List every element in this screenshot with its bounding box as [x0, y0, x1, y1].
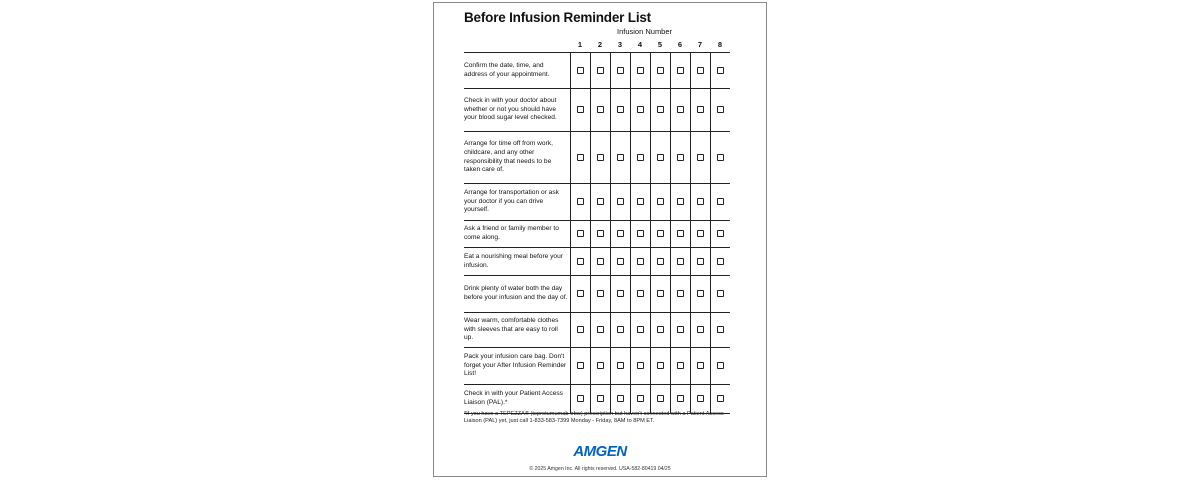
checkbox[interactable]	[617, 362, 624, 369]
task-label: Drink plenty of water both the day before your infusion and the day of.	[464, 276, 570, 313]
checkbox[interactable]	[657, 362, 664, 369]
task-label: Ask a friend or family member to come along.	[464, 221, 570, 248]
checkbox-cell	[710, 221, 730, 248]
checkbox-cell	[650, 276, 670, 313]
checkbox-cell	[670, 184, 690, 221]
checkbox[interactable]	[697, 106, 704, 113]
checkbox-cell	[670, 89, 690, 132]
checkbox[interactable]	[657, 230, 664, 237]
checkbox[interactable]	[657, 258, 664, 265]
checkbox[interactable]	[617, 106, 624, 113]
checkbox[interactable]	[657, 67, 664, 74]
checkbox[interactable]	[657, 198, 664, 205]
checkbox[interactable]	[617, 290, 624, 297]
checkbox[interactable]	[637, 395, 644, 402]
checkbox[interactable]	[617, 258, 624, 265]
checkbox[interactable]	[717, 154, 724, 161]
checkbox-cell	[610, 89, 630, 132]
task-row	[464, 348, 730, 385]
checkbox-cell	[630, 276, 650, 313]
copyright-notice: © 2025 Amgen Inc. All rights reserved. USA-582-80419 04/25	[529, 466, 671, 472]
checkbox[interactable]	[677, 395, 684, 402]
checkbox[interactable]	[717, 362, 724, 369]
checkbox[interactable]	[697, 362, 704, 369]
checkbox[interactable]	[637, 362, 644, 369]
checkbox-cell	[590, 89, 610, 132]
checkbox-cell	[650, 313, 670, 348]
reminder-sheet	[433, 2, 767, 477]
checkbox-cell	[670, 348, 690, 385]
checkbox[interactable]	[677, 67, 684, 74]
checkbox-cell	[570, 276, 590, 313]
infusion-column-header: 3	[610, 37, 630, 53]
amgen-logo: AMGEN	[573, 443, 627, 460]
checkbox[interactable]	[677, 154, 684, 161]
checkbox-cell	[610, 132, 630, 184]
checkbox-cell	[650, 89, 670, 132]
checkbox-cell	[670, 313, 690, 348]
task-row	[464, 276, 730, 313]
checkbox[interactable]	[617, 230, 624, 237]
checkbox-cell	[630, 221, 650, 248]
checkbox-cell	[590, 53, 610, 89]
checkbox-cell	[690, 313, 710, 348]
checkbox-cell	[590, 221, 610, 248]
checkbox[interactable]	[717, 198, 724, 205]
checkbox[interactable]	[637, 258, 644, 265]
checkbox[interactable]	[597, 258, 604, 265]
checkbox-cell	[690, 348, 710, 385]
task-row	[464, 132, 730, 184]
checkbox[interactable]	[617, 154, 624, 161]
checkbox[interactable]	[597, 106, 604, 113]
checkbox[interactable]	[657, 326, 664, 333]
checkbox-cell	[630, 132, 650, 184]
checkbox[interactable]	[577, 154, 584, 161]
checkbox-cell	[610, 385, 630, 414]
checkbox-cell	[590, 385, 610, 414]
checkbox-cell	[690, 385, 710, 414]
task-label: Arrange for transportation or ask your doctor if you can drive yourself.	[464, 184, 570, 221]
checkbox-cell	[570, 385, 590, 414]
checkbox-cell	[610, 184, 630, 221]
checkbox[interactable]	[717, 258, 724, 265]
checkbox-cell	[590, 184, 610, 221]
checkbox-cell	[570, 221, 590, 248]
checkbox-cell	[590, 132, 610, 184]
checkbox-cell	[650, 184, 670, 221]
checkbox-cell	[630, 184, 650, 221]
checkbox-cell	[670, 276, 690, 313]
checkbox-cell	[710, 385, 730, 414]
checkbox[interactable]	[717, 67, 724, 74]
checkbox-cell	[630, 248, 650, 276]
checkbox[interactable]	[717, 395, 724, 402]
checkbox[interactable]	[577, 106, 584, 113]
task-label: Confirm the date, time, and address of your appointment.	[464, 53, 570, 89]
checkbox-cell	[690, 248, 710, 276]
checkbox-cell	[630, 348, 650, 385]
checkbox-cell	[650, 385, 670, 414]
checkbox[interactable]	[677, 230, 684, 237]
checkbox[interactable]	[577, 198, 584, 205]
checkbox-cell	[630, 89, 650, 132]
checkbox-cell	[710, 184, 730, 221]
checkbox-cell	[710, 132, 730, 184]
checkbox[interactable]	[657, 106, 664, 113]
checkbox[interactable]	[637, 230, 644, 237]
checkbox-cell	[630, 53, 650, 89]
checkbox[interactable]	[597, 230, 604, 237]
task-label: Wear warm, comfortable clothes with sleeves that are easy to roll up.	[464, 313, 570, 348]
task-column-header	[464, 37, 570, 53]
checkbox[interactable]	[697, 326, 704, 333]
checkbox[interactable]	[597, 290, 604, 297]
checkbox[interactable]	[637, 106, 644, 113]
checkbox-cell	[670, 53, 690, 89]
checkbox-cell	[610, 53, 630, 89]
checkbox[interactable]	[677, 258, 684, 265]
checkbox-cell	[590, 276, 610, 313]
checkbox-cell	[650, 132, 670, 184]
checkbox[interactable]	[617, 326, 624, 333]
checkbox[interactable]	[657, 154, 664, 161]
checkbox[interactable]	[637, 290, 644, 297]
checkbox[interactable]	[677, 106, 684, 113]
checkbox[interactable]	[597, 198, 604, 205]
checkbox[interactable]	[657, 395, 664, 402]
checkbox-cell	[630, 313, 650, 348]
checkbox[interactable]	[617, 67, 624, 74]
checkbox[interactable]	[637, 154, 644, 161]
checkbox-cell	[610, 248, 630, 276]
infusion-column-header: 5	[650, 37, 670, 53]
checkbox-cell	[670, 248, 690, 276]
checkbox[interactable]	[697, 230, 704, 237]
checkbox-cell	[670, 385, 690, 414]
checkbox[interactable]	[717, 106, 724, 113]
checkbox[interactable]	[637, 67, 644, 74]
checkbox[interactable]	[577, 230, 584, 237]
checkbox[interactable]	[577, 395, 584, 402]
infusion-number-label: Infusion Number	[617, 27, 673, 36]
checkbox[interactable]	[717, 230, 724, 237]
checkbox-cell	[710, 313, 730, 348]
checkbox-cell	[650, 221, 670, 248]
task-row	[464, 184, 730, 221]
checkbox-cell	[650, 53, 670, 89]
checkbox[interactable]	[597, 154, 604, 161]
checkbox[interactable]	[697, 198, 704, 205]
checkbox-cell	[570, 89, 590, 132]
checkbox[interactable]	[577, 326, 584, 333]
checkbox[interactable]	[677, 326, 684, 333]
task-row	[464, 89, 730, 132]
checkbox[interactable]	[657, 290, 664, 297]
checkbox-cell	[710, 348, 730, 385]
checkbox[interactable]	[577, 362, 584, 369]
checkbox-cell	[570, 348, 590, 385]
checkbox-cell	[610, 313, 630, 348]
task-row	[464, 53, 730, 89]
checkbox[interactable]	[717, 326, 724, 333]
task-row	[464, 313, 730, 348]
header-row	[464, 37, 730, 53]
checkbox-cell	[610, 221, 630, 248]
checkbox-cell	[650, 248, 670, 276]
checkbox-cell	[670, 132, 690, 184]
checkbox[interactable]	[677, 198, 684, 205]
checkbox[interactable]	[637, 326, 644, 333]
checkbox-cell	[590, 348, 610, 385]
infusion-column-header: 8	[710, 37, 730, 53]
task-label: Eat a nourishing meal before your infusion.	[464, 248, 570, 276]
checkbox-cell	[690, 221, 710, 248]
checkbox-cell	[690, 132, 710, 184]
task-row	[464, 221, 730, 248]
checkbox-cell	[570, 184, 590, 221]
infusion-column-header: 6	[670, 37, 690, 53]
checkbox-cell	[710, 248, 730, 276]
infusion-column-header: 1	[570, 37, 590, 53]
checkbox[interactable]	[697, 67, 704, 74]
checkbox[interactable]	[717, 290, 724, 297]
checkbox[interactable]	[597, 67, 604, 74]
task-label: Arrange for time off from work, childcare, and any other responsibility that needs to be taken care of.	[464, 132, 570, 184]
task-label: Check in with your Patient Access Liaison (PAL).*	[464, 385, 570, 414]
checkbox[interactable]	[697, 258, 704, 265]
infusion-column-header: 7	[690, 37, 710, 53]
task-row	[464, 248, 730, 276]
page-title: Before Infusion Reminder List	[464, 10, 651, 25]
checkbox[interactable]	[677, 290, 684, 297]
checkbox[interactable]	[577, 258, 584, 265]
footnote: *If you have a TEPEZZA® (teprotumumab-trbw) prescription but haven't connected with a Patient Access Liaison (PAL) yet, just call 1-833-583-7399 Monday - Friday, 8AM to 8PM ET.	[464, 411, 724, 424]
checkbox[interactable]	[577, 290, 584, 297]
checkbox-cell	[570, 53, 590, 89]
checkbox-cell	[670, 221, 690, 248]
checkbox-cell	[710, 89, 730, 132]
checkbox[interactable]	[577, 67, 584, 74]
task-row	[464, 385, 730, 414]
checkbox-cell	[650, 348, 670, 385]
checkbox-cell	[690, 276, 710, 313]
checkbox-cell	[570, 313, 590, 348]
task-list	[464, 53, 730, 414]
checkbox[interactable]	[697, 395, 704, 402]
checkbox-cell	[590, 313, 610, 348]
checkbox-cell	[570, 132, 590, 184]
task-label: Pack your infusion care bag. Don't forget your After Infusion Reminder List!	[464, 348, 570, 385]
checkbox-cell	[690, 53, 710, 89]
reminder-table	[464, 37, 730, 414]
checkbox-cell	[690, 184, 710, 221]
checkbox[interactable]	[677, 362, 684, 369]
checkbox[interactable]	[617, 198, 624, 205]
infusion-column-header: 4	[630, 37, 650, 53]
checkbox-cell	[610, 276, 630, 313]
checkbox[interactable]	[617, 395, 624, 402]
checkbox-cell	[630, 385, 650, 414]
checkbox-cell	[690, 89, 710, 132]
checkbox[interactable]	[597, 362, 604, 369]
checkbox[interactable]	[597, 395, 604, 402]
checkbox-cell	[710, 276, 730, 313]
infusion-column-header: 2	[590, 37, 610, 53]
task-label: Check in with your doctor about whether or not you should have your blood sugar level checked.	[464, 89, 570, 132]
checkbox-cell	[570, 248, 590, 276]
checkbox-cell	[590, 248, 610, 276]
checkbox[interactable]	[637, 198, 644, 205]
checkbox-cell	[610, 348, 630, 385]
checkbox[interactable]	[597, 326, 604, 333]
checkbox[interactable]	[697, 154, 704, 161]
checkbox[interactable]	[697, 290, 704, 297]
checkbox-cell	[710, 53, 730, 89]
